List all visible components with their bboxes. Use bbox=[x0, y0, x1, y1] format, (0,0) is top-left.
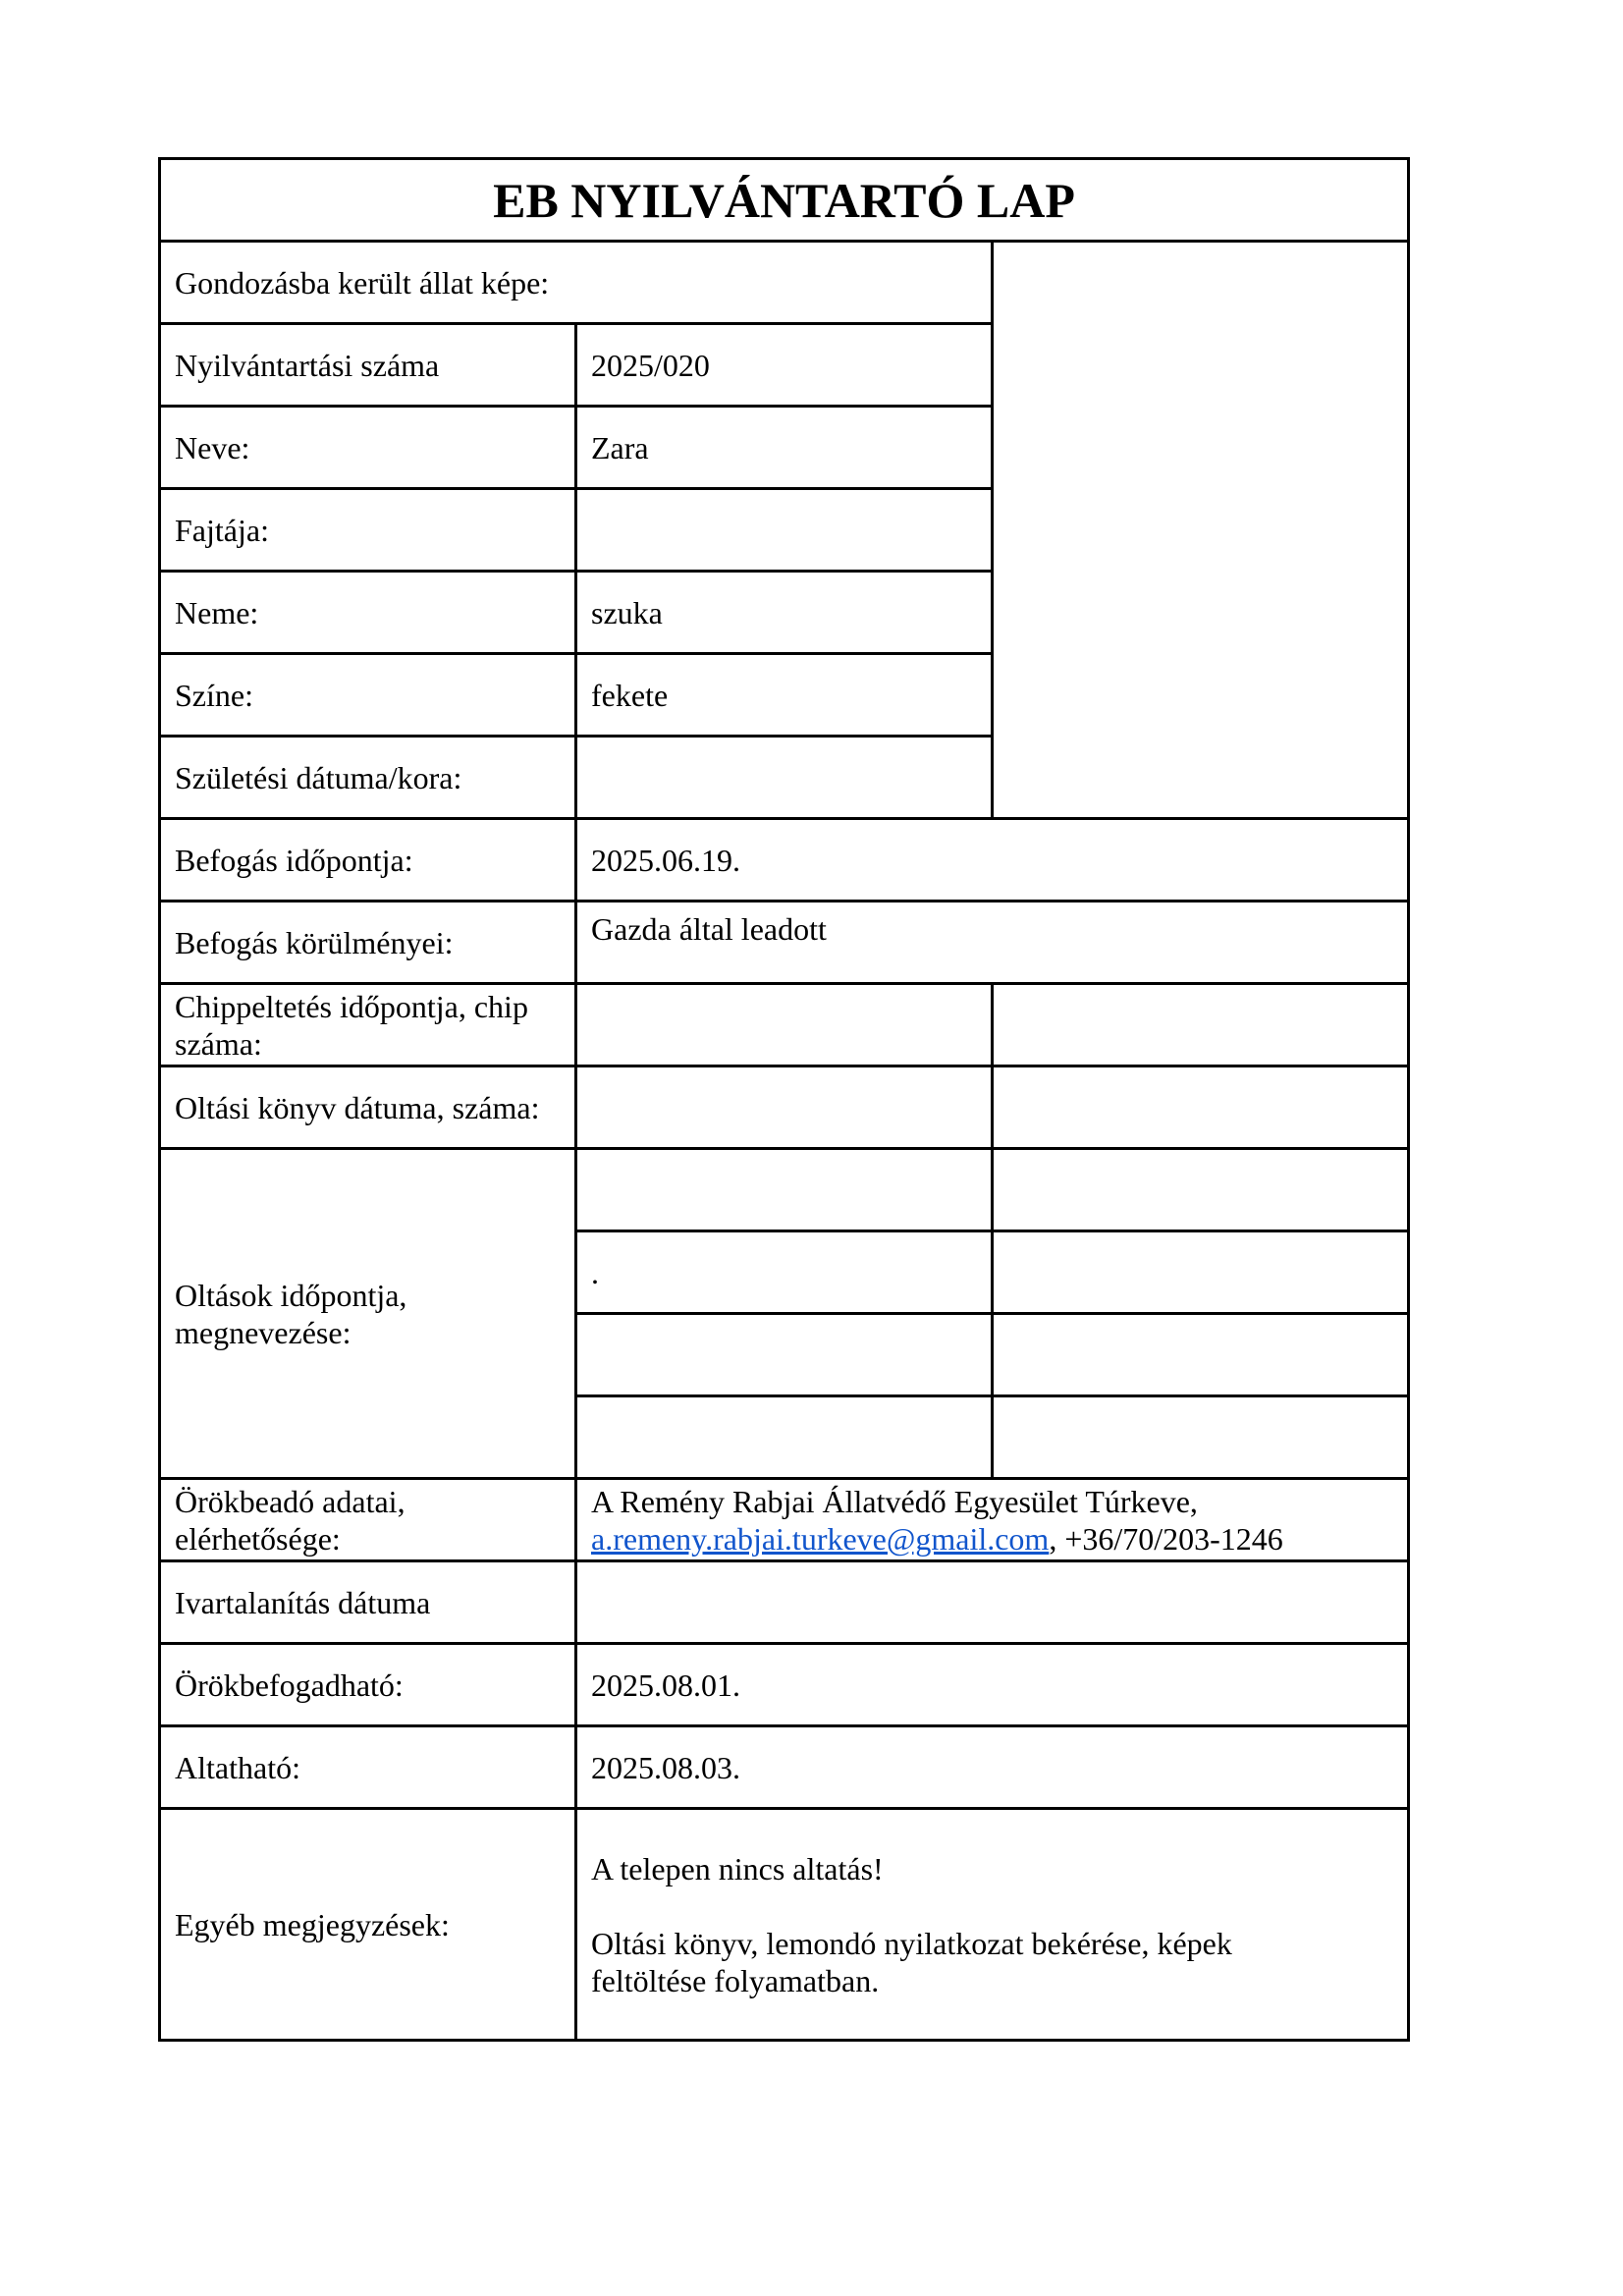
name-value: Zara bbox=[576, 407, 993, 489]
vaccination-date bbox=[576, 1149, 993, 1231]
adoptable-label: Örökbefogadható: bbox=[160, 1644, 576, 1726]
adopter-value bbox=[576, 1479, 1409, 1561]
breed-label: Fajtája: bbox=[160, 489, 576, 572]
neuter-value bbox=[576, 1561, 1409, 1644]
name-label: Neve: bbox=[160, 407, 576, 489]
vacc-book-number-value bbox=[993, 1066, 1409, 1149]
breed-value bbox=[576, 489, 993, 572]
vacc-book-date-value bbox=[576, 1066, 993, 1149]
color-label: Színe: bbox=[160, 654, 576, 737]
euthanizable-value: 2025.08.03. bbox=[576, 1726, 1409, 1809]
adopter-org: A Remény Rabjai Állatvédő Egyesület Túrkeve, bbox=[591, 1483, 1198, 1519]
sex-value: szuka bbox=[576, 572, 993, 654]
vaccination-date bbox=[576, 1314, 993, 1396]
vaccination-date: . bbox=[576, 1231, 993, 1314]
vaccination-date bbox=[576, 1396, 993, 1479]
vaccination-name bbox=[993, 1396, 1409, 1479]
registration-form bbox=[158, 157, 1410, 2042]
vacc-book-label: Oltási könyv dátuma, száma: bbox=[160, 1066, 576, 1149]
adopter-label: Örökbeadó adatai, elérhetősége: bbox=[160, 1479, 576, 1561]
reg-number-label: Nyilvántartási száma bbox=[160, 324, 576, 407]
vaccination-name bbox=[993, 1231, 1409, 1314]
adoptable-value: 2025.08.01. bbox=[576, 1644, 1409, 1726]
photo-label: Gondozásba került állat képe: bbox=[160, 242, 993, 324]
adopter-phone: , +36/70/203-1246 bbox=[1049, 1520, 1283, 1557]
capture-date-value: 2025.06.19. bbox=[576, 819, 1409, 902]
chip-number-value bbox=[993, 984, 1409, 1066]
birth-value bbox=[576, 737, 993, 819]
notes-line-2: Oltási könyv, lemondó nyilatkozat bekérése, képek feltöltése folyamatban. bbox=[591, 1925, 1232, 1998]
euthanizable-label: Altatható: bbox=[160, 1726, 576, 1809]
capture-circumstances-label: Befogás körülményei: bbox=[160, 902, 576, 984]
vaccinations-label: Oltások időpontja, megnevezése: bbox=[160, 1149, 576, 1479]
photo-area bbox=[993, 242, 1409, 819]
chip-date-value bbox=[576, 984, 993, 1066]
form-title: EB NYILVÁNTARTÓ LAP bbox=[160, 159, 1409, 242]
capture-date-label: Befogás időpontja: bbox=[160, 819, 576, 902]
adopter-email-link[interactable]: a.remeny.rabjai.turkeve@gmail.com bbox=[591, 1520, 1050, 1557]
neuter-label: Ivartalanítás dátuma bbox=[160, 1561, 576, 1644]
vaccination-name bbox=[993, 1314, 1409, 1396]
vaccination-name bbox=[993, 1149, 1409, 1231]
color-value: fekete bbox=[576, 654, 993, 737]
chip-label: Chippeltetés időpontja, chip száma: bbox=[160, 984, 576, 1066]
notes-value bbox=[576, 1809, 1409, 2041]
notes-label: Egyéb megjegyzések: bbox=[160, 1809, 576, 2041]
birth-label: Születési dátuma/kora: bbox=[160, 737, 576, 819]
reg-number-value: 2025/020 bbox=[576, 324, 993, 407]
sex-label: Neme: bbox=[160, 572, 576, 654]
notes-line-1: A telepen nincs altatás! bbox=[591, 1850, 884, 1886]
capture-circumstances-value: Gazda által leadott bbox=[576, 902, 1409, 984]
